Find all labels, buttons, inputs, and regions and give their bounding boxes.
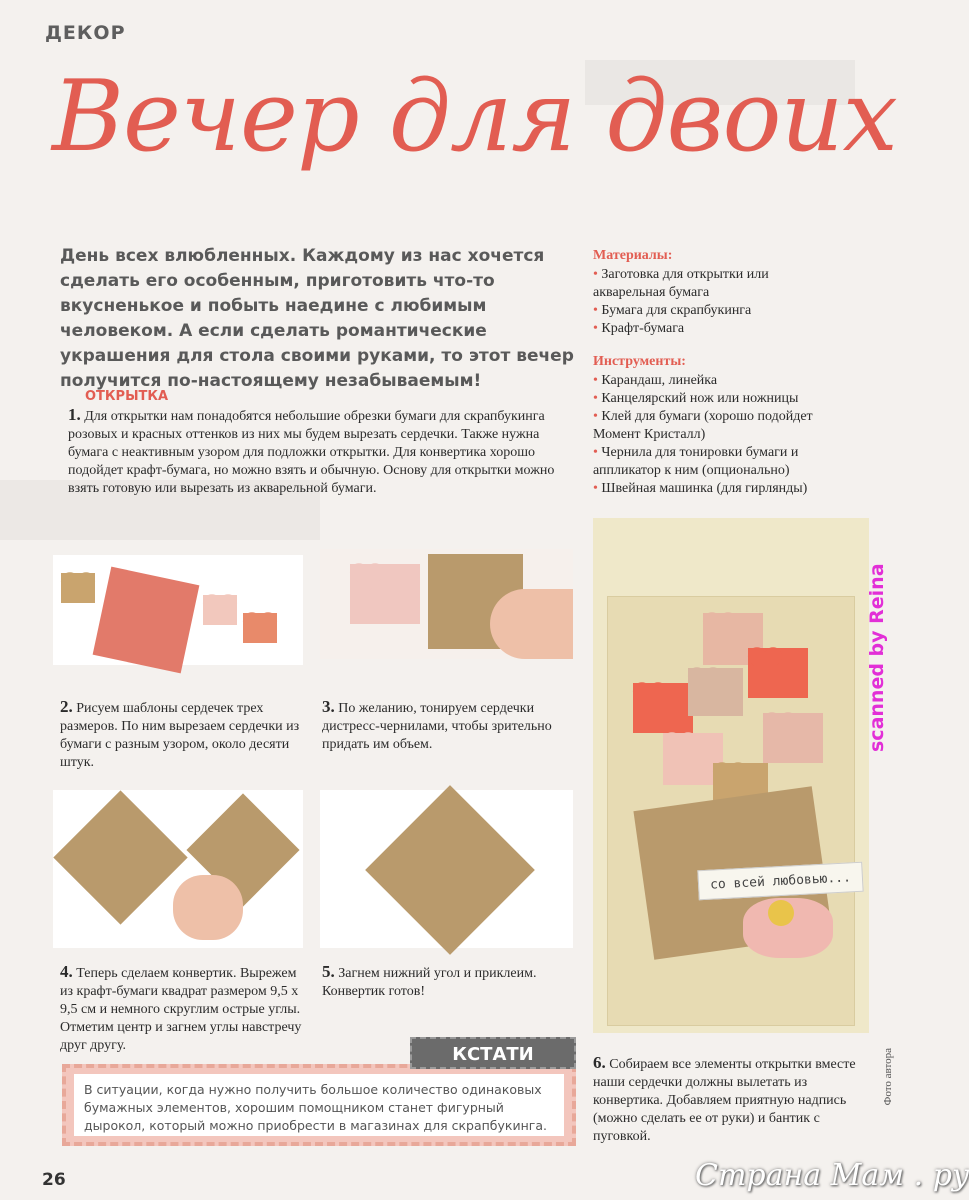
- heart-shape: [350, 564, 420, 624]
- step-4-text: [60, 963, 305, 1055]
- step-text: Для открытки нам понадобятся небольшие обрезки бумаги для скрапбукинга розовых и красных оттенков из них мы будем вырезать сердечки. Также нужна бумага с неактивным узором для подложки открытки. Для конвертика хорошо подойдет крафт-бумага, но можно взять и обычную. Основу для открытки можно взять готовую или вырезать из акварельной бумаги.: [68, 409, 555, 496]
- kraft-square: [53, 790, 187, 924]
- heart-shape: [61, 573, 95, 603]
- photo-cut-hearts: [53, 555, 303, 665]
- tools-list: [593, 354, 843, 498]
- heart-shape: [748, 648, 808, 698]
- card-section-heading: ОТКРЫТКА: [85, 389, 169, 404]
- page-number: 26: [42, 1170, 66, 1190]
- materials-list: [593, 248, 843, 338]
- photo-credit: Фото автора: [882, 1048, 894, 1106]
- hand: [490, 589, 573, 659]
- step-6-text: [593, 1054, 858, 1146]
- tools-item: • Швейная машинка (для гирлянды): [593, 480, 843, 498]
- tools-item: • Чернила для тонировки бумаги и аппликатор к ним (опционально): [593, 444, 843, 480]
- step-number: 6.: [593, 1053, 606, 1072]
- step-number: 3.: [322, 697, 335, 716]
- intro-paragraph: День всех влюбленных. Каждому из нас хочется сделать его особенным, приготовить что-то вкусненькое и побыть наедине с любимым человеком. А если сделать романтические украшения для стола своими руками, то этот вечер получится по-настоящему незабываемым!: [60, 246, 574, 391]
- step-5-text: [322, 963, 572, 1001]
- envelope: [365, 785, 535, 955]
- scanner-signature: scanned by Reina: [866, 563, 888, 752]
- kstati-box: [62, 1064, 576, 1146]
- step-2-text: [60, 698, 300, 772]
- heart-shape: [203, 595, 237, 625]
- materials-heading: Материалы:: [593, 248, 673, 263]
- tools-item: • Канцелярский нож или ножницы: [593, 390, 843, 408]
- step-number: 1.: [68, 405, 81, 424]
- kstati-tag: КСТАТИ: [410, 1037, 576, 1069]
- section-label: ДЕКОР: [45, 22, 126, 44]
- materials-item: • Крафт-бумага: [593, 320, 843, 338]
- heart-shape: [688, 668, 743, 716]
- card-label: со всей любовью...: [697, 862, 863, 901]
- step-text: По желанию, тонируем сердечки дистресс-чернилами, чтобы зрительно придать им объем.: [322, 701, 552, 752]
- step-text: Собираем все элементы открытки вместе наши сердечки должны вылетать из конвертика. Добавляем приятную надпись (можно сделать ее от руки) и бантик с пуговкой.: [593, 1057, 856, 1144]
- site-watermark: Страна Мам . ру: [695, 1158, 969, 1193]
- materials-item: • Заготовка для открытки или акварельная бумага: [593, 266, 843, 302]
- materials-item: • Бумага для скрапбукинга: [593, 302, 843, 320]
- photo-finished-card: [593, 518, 869, 1033]
- step-number: 5.: [322, 962, 335, 981]
- page-title: Вечер для двоих: [52, 60, 897, 174]
- patterned-paper: [93, 567, 200, 674]
- tools-heading: Инструменты:: [593, 354, 686, 369]
- step-3-text: [322, 698, 572, 754]
- photo-fold-envelope: [53, 790, 303, 948]
- hand: [173, 875, 243, 940]
- button-decoration: [768, 900, 794, 926]
- tools-item: • Клей для бумаги (хорошо подойдет Момент Кристалл): [593, 408, 843, 444]
- heart-shape: [243, 613, 277, 643]
- step-text: Теперь сделаем конвертик. Вырежем из крафт-бумаги квадрат размером 9,5 х 9,5 см и немного скруглим острые углы. Отметим центр и загнем углы навстречу друг другу.: [60, 966, 302, 1053]
- tools-item: • Карандаш, линейка: [593, 372, 843, 390]
- step-number: 4.: [60, 962, 73, 981]
- kstati-text: В ситуации, когда нужно получить большое количество одинаковых бумажных элементов, хорошим помощником станет фигурный дырокол, который можно приобрести в магазинах для скрапбукинга.: [74, 1074, 564, 1136]
- step-text: Загнем нижний угол и приклеим. Конвертик готов!: [322, 966, 537, 999]
- photo-envelope-ready: [320, 790, 573, 948]
- heart-shape: [763, 713, 823, 763]
- step-number: 2.: [60, 697, 73, 716]
- step-text: Рисуем шаблоны сердечек трех размеров. По ним вырезаем сердечки из бумаги с разным узором, около десяти штук.: [60, 701, 300, 770]
- heart-shape: [633, 683, 693, 733]
- photo-toning-hearts: [320, 549, 573, 659]
- step-1-text: [68, 406, 573, 498]
